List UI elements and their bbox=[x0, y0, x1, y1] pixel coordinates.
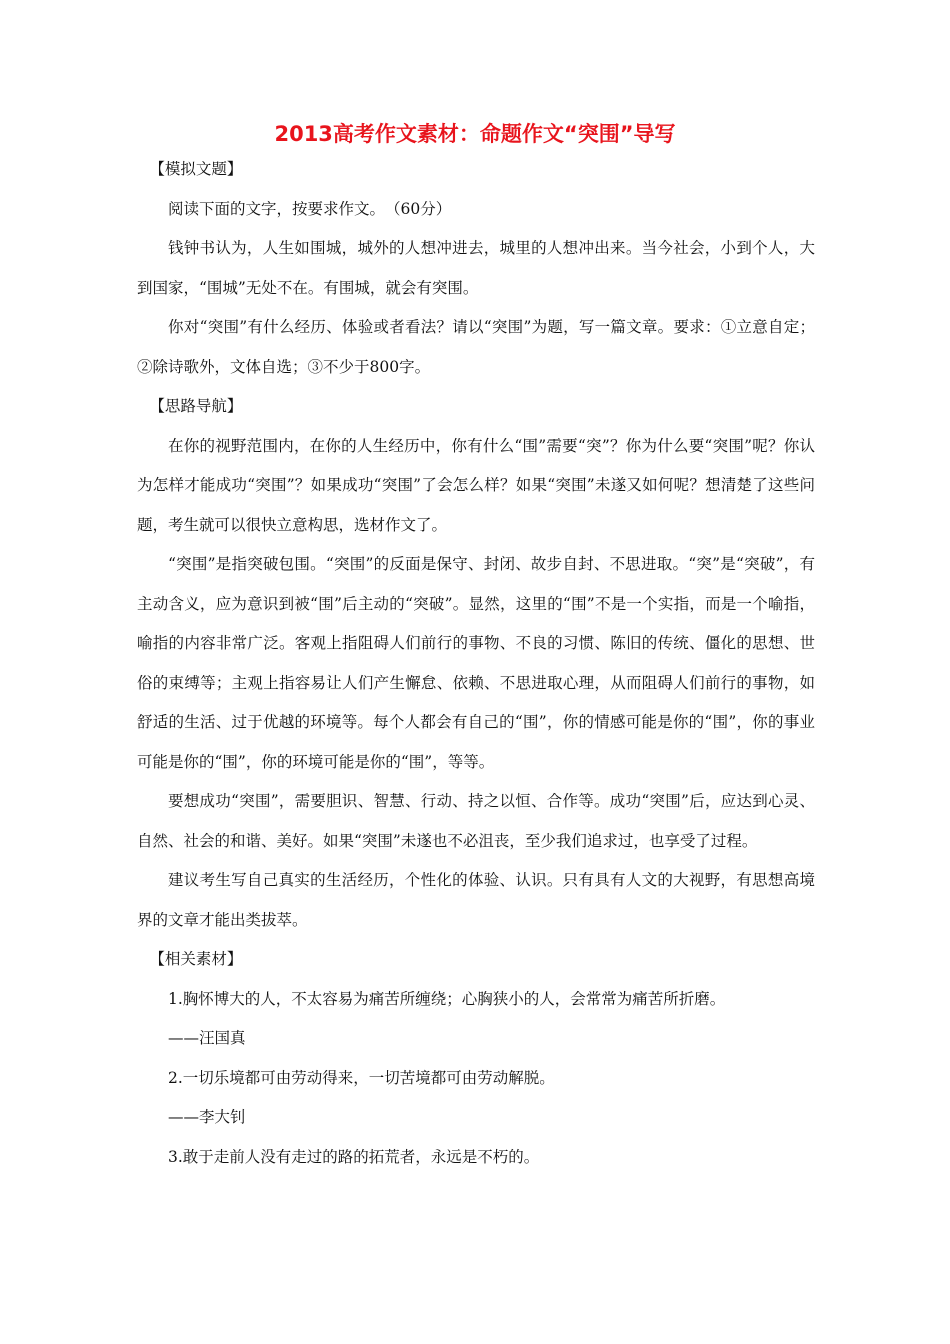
section-heading-mock: 【模拟文题】 bbox=[149, 160, 243, 178]
guide-paragraph-1: 在你的视野范围内，在你的人生经历中，你有什么“围”需要“突”？你为什么要“突围”呢？你认为怎样才能成功“突围”？如果成功“突围”了会怎么样？如果“突围”未遂又如何呢？想清楚了这些问题，考生就可以很快立意构思，选材作文了。 bbox=[137, 436, 815, 534]
guide-paragraph-4: 建议考生写自己真实的生活经历，个性化的体验、认识。只有具有人文的大视野，有思想高境界的文章才能出类拔萃。 bbox=[137, 871, 815, 929]
quote-1: 1.胸怀博大的人，不太容易为痛苦所缠绕；心胸狭小的人，会常常为痛苦所折磨。 bbox=[168, 989, 726, 1008]
quote-2: 2.一切乐境都可由劳动得来，一切苦境都可由劳动解脱。 bbox=[168, 1068, 555, 1087]
guide-paragraph-2: “突围”是指突破包围。“突围”的反面是保守、封闭、故步自封、不思进取。“突”是“突破”，有主动含义，应为意识到被“围”后主动的“突破”。显然，这里的“围”不是一个实指，而是一个喻指，喻指的内容非常广泛。客观上指阻碍人们前行的事物、不良的习惯、陈旧的传统、僵化的思想、世俗的束缚等；主观上指容易让人们产生懈怠、依赖、不思进取心理，从而阻碍人们前行的事物，如舒适的生活、过于优越的环境等。每个人都会有自己的“围”，你的情感可能是你的“围”，你的事业可能是你的“围”，你的环境可能是你的“围”，等等。 bbox=[137, 555, 815, 771]
section-heading-guide: 【思路导航】 bbox=[149, 397, 243, 415]
document-body bbox=[137, 150, 815, 1177]
quote-source-2: ——李大钊 bbox=[168, 1108, 246, 1126]
guide-paragraph-3: 要想成功“突围”，需要胆识、智慧、行动、持之以恒、合作等。成功“突围”后，应达到心灵、自然、社会的和谐、美好。如果“突围”未遂也不必沮丧，至少我们追求过，也享受了过程。 bbox=[137, 792, 815, 850]
section-heading-materials: 【相关素材】 bbox=[149, 950, 243, 968]
prompt-paragraph-1: 钱钟书认为，人生如围城，城外的人想冲进去，城里的人想冲出来。当今社会，小到个人，大到国家，“围城”无处不在。有围城，就会有突围。 bbox=[137, 239, 815, 297]
page-title: 2013高考作文素材：命题作文“突围”导写 bbox=[274, 122, 676, 146]
instruction-text: 阅读下面的文字，按要求作文。 （60分） bbox=[168, 199, 452, 218]
prompt-paragraph-2: 你对“突围”有什么经历、体验或者看法？请以“突围”为题，写一篇文章。要求：①立意自定；②除诗歌外，文体自选；③不少于800字。 bbox=[137, 318, 815, 376]
quote-3: 3.敢于走前人没有走过的路的拓荒者，永远是不朽的。 bbox=[168, 1147, 540, 1166]
quote-source-1: ——汪国真 bbox=[168, 1029, 246, 1047]
